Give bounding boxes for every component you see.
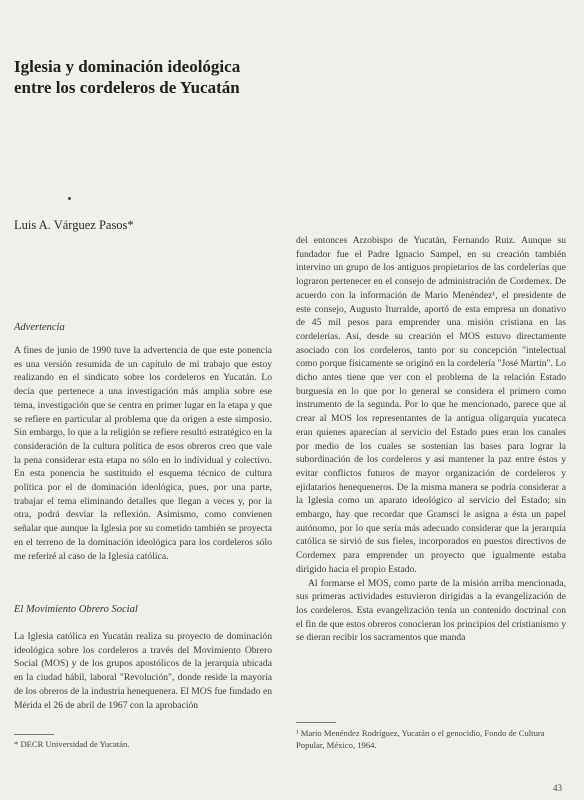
footnote-rule-left (14, 734, 54, 735)
right-paragraph-2: Al formarse el MOS, como parte de la misión arriba mencionada, sus primeras actividades estuvieron dirigidas a la evangelización de los cordeleros. Esta evangelización tenía un contenido doctrinal con el fin de que estos obreros conocieran los principios del cristianismo y se dieran recibir los sacramentos que manda (296, 577, 566, 644)
author-footnote: * DECR Universidad de Yucatán. (14, 739, 130, 749)
author-name: Luis A. Várguez Pasos* (14, 218, 134, 232)
footnote-rule-right (296, 722, 336, 723)
left-column-mos (14, 630, 272, 726)
right-column (296, 234, 566, 718)
title-line-2: entre los cordeleros de Yucatán (14, 78, 240, 97)
section-heading-advertencia: Advertencia (14, 322, 65, 333)
bullet-dot (68, 197, 71, 200)
article-title (14, 56, 344, 98)
right-paragraph-1: del entonces Arzobispo de Yucatán, Fernando Ruiz. Aunque su fundador fue el Padre Ignacio Sampel, en su creación también intervino un grupo de los antiguos propietarios de las cordelerías que lograron pertenecer en el consejo de administración de Cordemex. De acuerdo con la información de Mario Menéndez¹, el presidente de este consejo, Augusto Iturralde, aportó de esta empresa un donativo de 45 mil pesos para emprender una misión cristiana en las cordelerías. Así, desde su creación el MOS estuvo directamente asociado con los cordeleros, tanto por su concepción "intelectual como porque físicamente se originó en la cordelería "José Martín". Lo dicho antes tiene que ver con el problema de la relación Estado burguesía en lo que por lo general se considera el primero como instrumento de la segunda. Por lo que he mencionado, parece que al crear al MOS los representantes de la antigua oligarquía yucateca eran quienes aparecían al servicio del Estado pues eran los canales por medio de los cuales se sostenían las bases para lograr la subordinación de los cordeleros y así mantener la paz entre éstos y evitar conflictos futuros de mayor organización de cordeleros y ejidatarios henequeneros. De la misma manera se podría considerar a la Iglesia como un aparato ideológico al servicio del Estado; sin embargo, hay que recordar que Gramsci le asigna a ésta un papel autónomo, por lo que sería más adecuado considerar que la jerarquía católica se sirvió de sus fieles, incorporados en puestos directivos de Cordemex para emprender un proyecto que igualmente estaba dirigido hacia el propio Estado. (296, 235, 566, 575)
section-heading-mos: El Movimiento Obrero Social (14, 604, 138, 615)
left-column-intro (14, 344, 272, 594)
footnote-1: ¹ Mario Menéndez Rodríguez, Yucatán o el genocidio, Fondo de Cultura Popular, México, 1964. (296, 728, 545, 750)
title-line-1: Iglesia y dominación ideológica (14, 57, 241, 76)
mos-paragraph: La Iglesia católica en Yucatán realiza su proyecto de dominación ideológica sobre los cordeleros a través del Movimiento Obrero Social (MOS) y de los grupos apostólicos de la jerarquía ubicada en la ciudad hábil, laboral "Revolución", donde reside la mayoría de los obreros de la industria henequenera. El MOS fue fundado en Mérida el 26 de abril de 1967 con la aprobación (14, 631, 272, 711)
page-number: 43 (553, 783, 562, 793)
intro-paragraph: A fines de junio de 1990 tuve la advertencia de que este ponencia es una versión resumida de un capítulo de mi trabajo que estoy realizando en el sindicato sobre los cordeleros en Yucatán. Lo decía que pertenece a una investigación más amplia sobre ese tema, investigación que se centra en primer lugar en la etapa y que se refiere en particular al problema que da origen a este simposio. Sin embargo, lo que a la religión se refiere resultó estratégico en la consideración de la cultura política de esos obreros creo que vale la pena considerar esta etapa no sólo en lo individual y colectivo. En esta ponencia he sustituido el esquema técnico de cultura política por el de dominación ideológica, pues, por una parte, trabajar el tema eliminando detalles que llegan a veces y, por la otra, podrá desviar la reflexión. Asimismo, como convienen señalar que aunque la Iglesia por su cometido también se proyecta en el terreno de la dominación ideológica para los cordeleros sólo me referiré al caso de la Iglesia católica. (14, 345, 272, 562)
